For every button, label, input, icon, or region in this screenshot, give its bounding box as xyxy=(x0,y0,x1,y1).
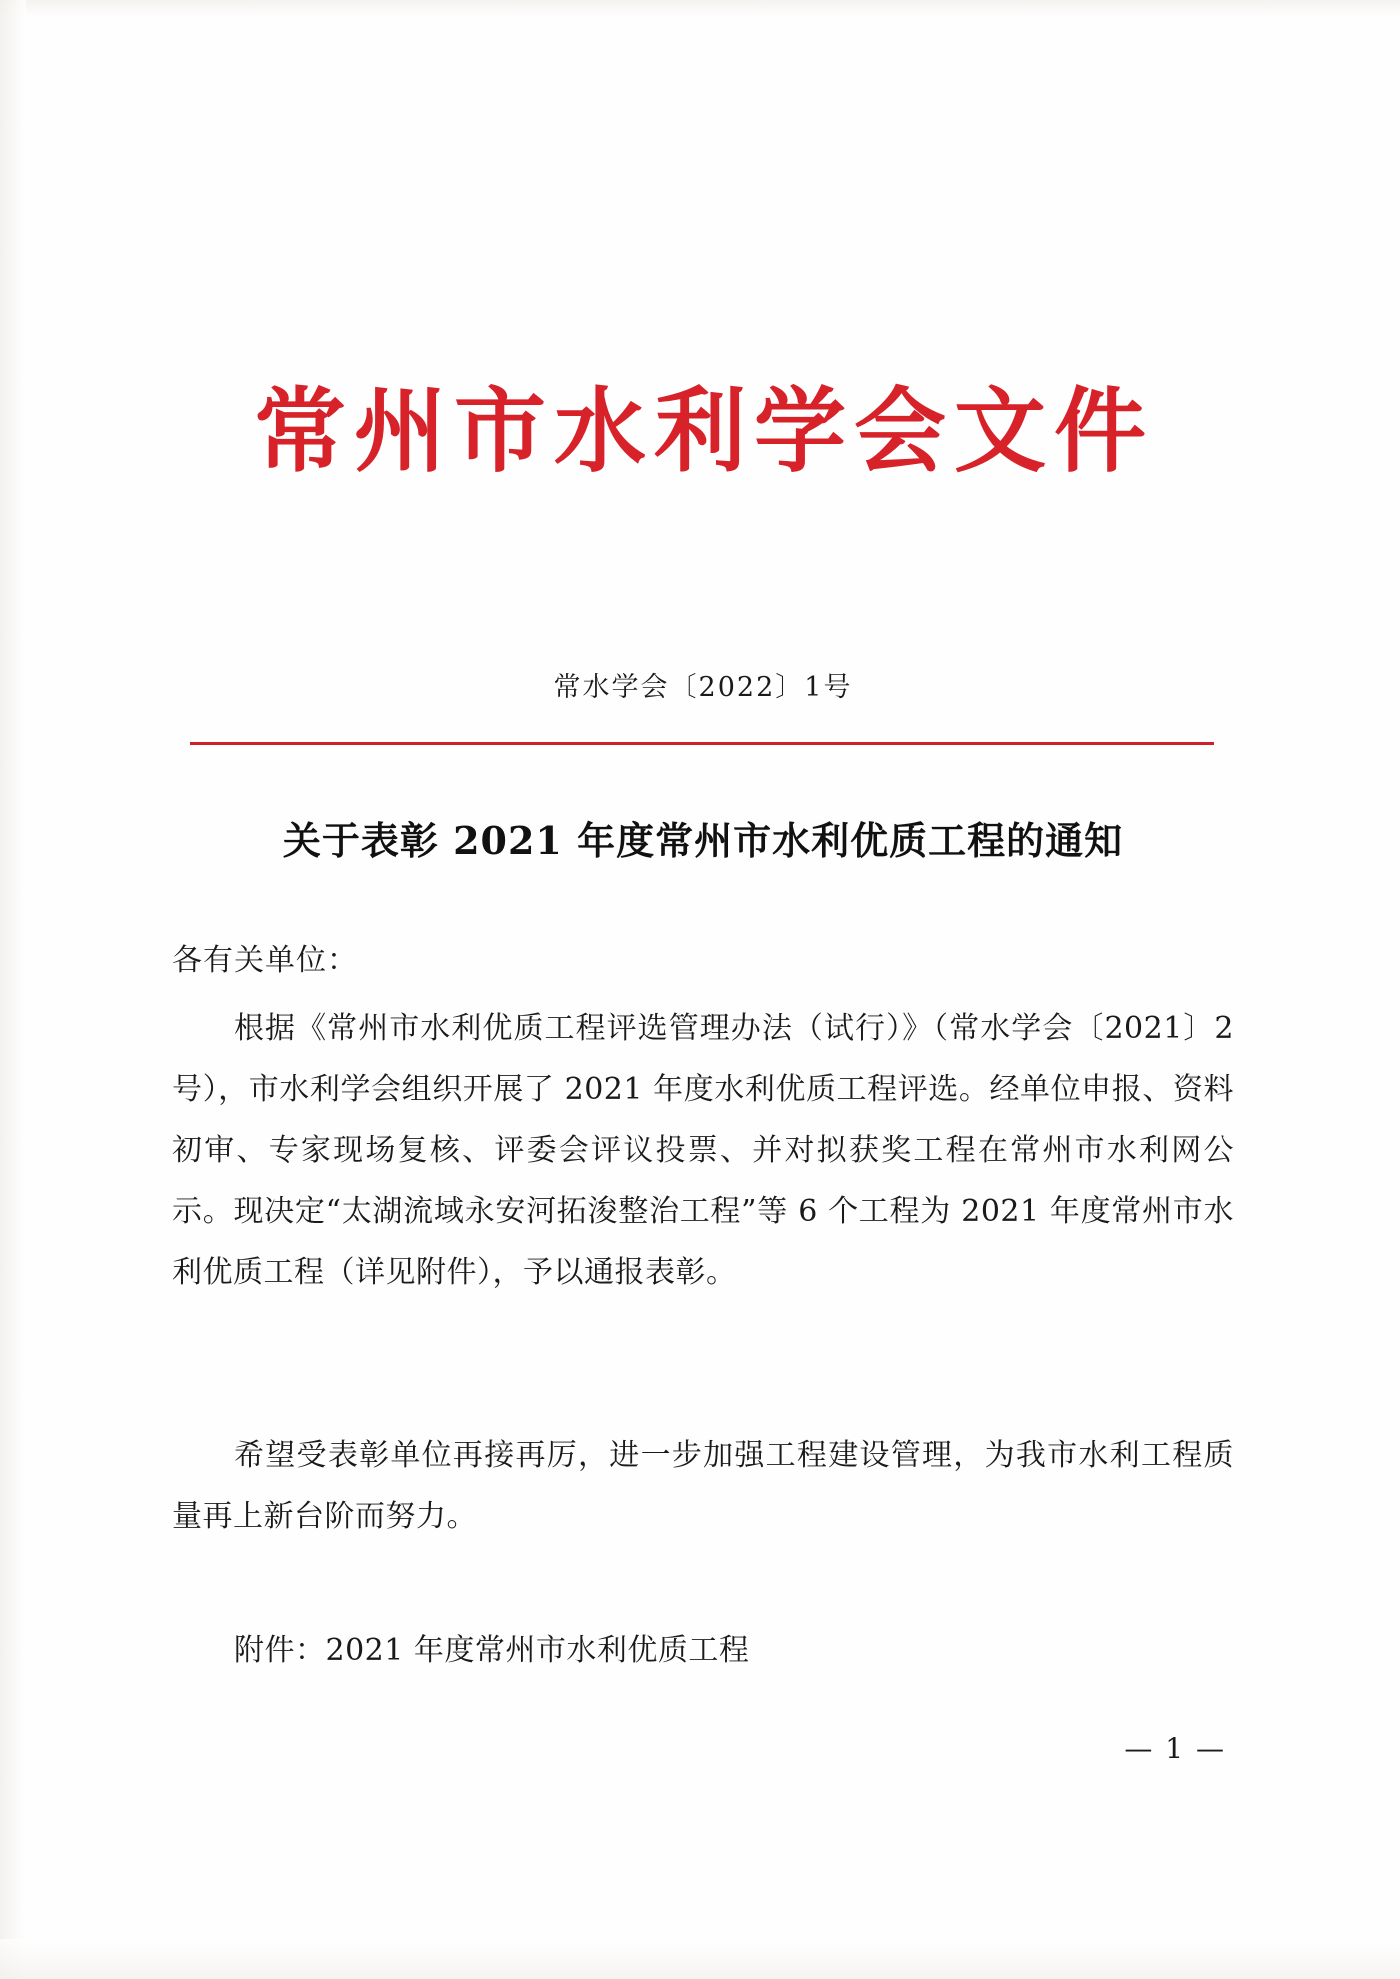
document-content xyxy=(168,0,1238,1979)
page-number: — 1 — xyxy=(1124,1732,1226,1765)
document-number: 常水学会〔2022〕1号 xyxy=(553,672,853,703)
attachment-line: 附件：2021 年度常州市水利优质工程 xyxy=(234,1633,750,1668)
document-header-title: 常州市水利学会文件 xyxy=(253,377,1154,485)
scan-edge-left xyxy=(0,0,26,1979)
red-divider-rule xyxy=(190,742,1214,745)
paragraph-text: 希望受表彰单位再接再厉，进一步加强工程建设管理，为我市水利工程质量再上新台阶而努力。 xyxy=(172,1438,1234,1534)
document-subject-title: 关于表彰 2021 年度常州市水利优质工程的通知 xyxy=(282,818,1124,863)
body-paragraph-1 xyxy=(172,998,1234,1303)
paragraph-text: 根据《常州市水利优质工程评选管理办法（试行）》（常水学会〔2021〕2 号），市水利学会组织开展了 2021 年度水利优质工程评选。经单位申报、资料初审、专家现场复核、评委会评议投票、并对拟获奖工程在常州市水利网公示。现决定“太湖流域永安河拓浚整治工程”等 6 个工程为 2021 年度常州市水利优质工程（详见附件），予以通报表彰。 xyxy=(172,1011,1234,1290)
salutation: 各有关单位： xyxy=(172,943,358,978)
body-paragraph-2 xyxy=(172,1425,1234,1547)
